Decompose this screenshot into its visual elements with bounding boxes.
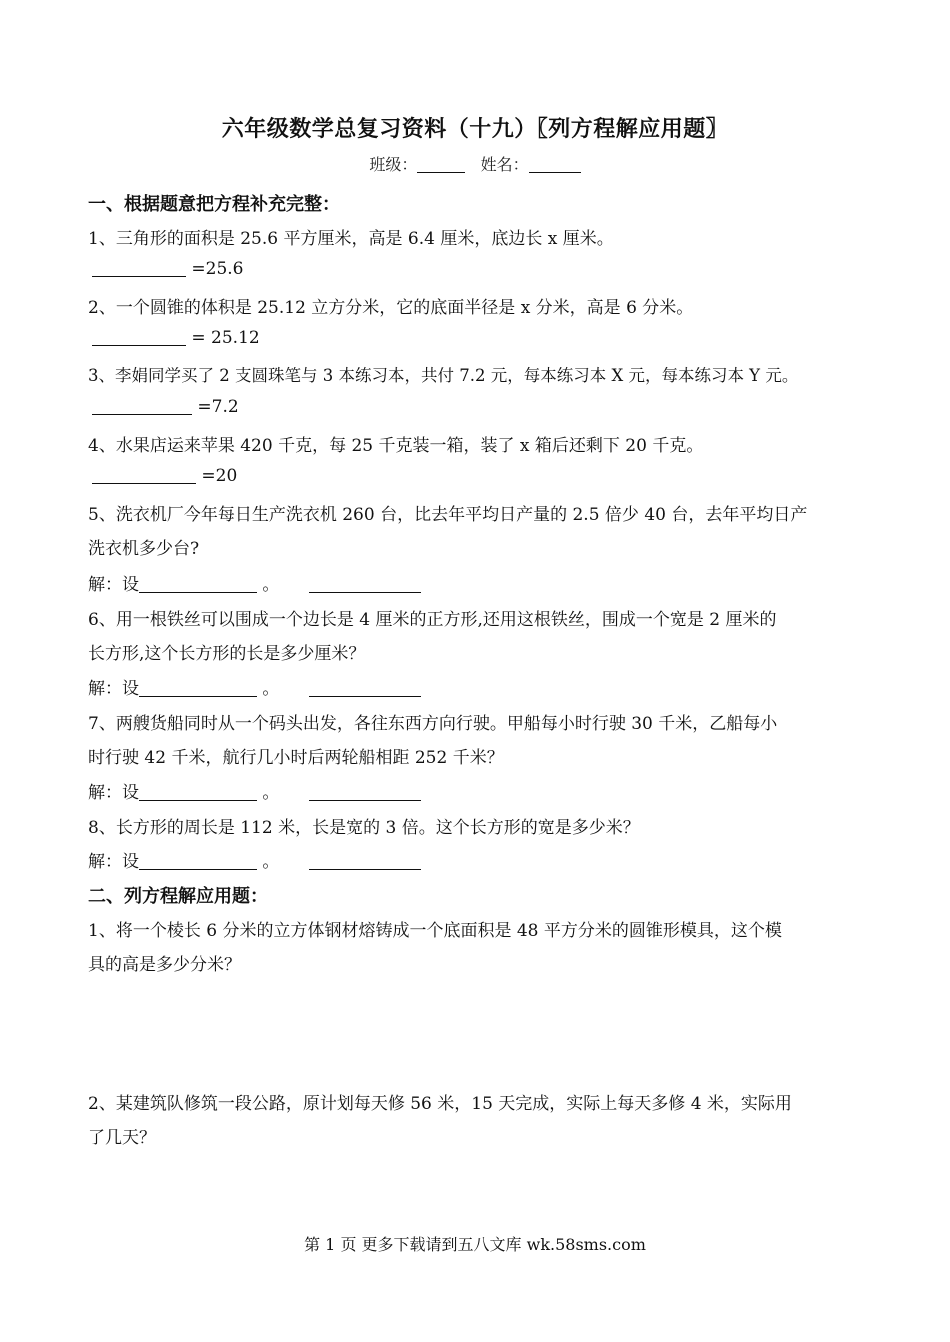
s1-q4-equation [92, 465, 882, 486]
s1-q3-blank[interactable] [92, 396, 192, 415]
s1-q3-equation [92, 396, 882, 417]
s1-q2-text: 2、一个圆锥的体积是 25.12 立方分米，它的底面半径是 x 分米，高是 6 分米。 [88, 298, 694, 318]
s1-q7-line1: 7、两艘货船同时从一个码头出发，各往东西方向行驶。甲船每小时行驶 30 千米，乙船每小 [88, 714, 778, 734]
section1-heading: 一、根据题意把方程补充完整： [88, 194, 340, 215]
name-label: 姓名： [480, 155, 529, 174]
answer-prefix: 解：设 [88, 575, 139, 595]
s1-q7-blank-eq[interactable] [309, 782, 421, 801]
class-label: 班级： [369, 155, 418, 174]
s1-q6-blank-let[interactable] [139, 678, 257, 697]
s1-q6-blank-eq[interactable] [309, 678, 421, 697]
s1-q7-answer: 解：设 。 [88, 778, 878, 803]
s1-q8-blank-let[interactable] [139, 851, 257, 870]
s1-q2-blank[interactable] [92, 327, 186, 346]
s1-q2-equation [92, 327, 882, 348]
s1-q2-tail: = 25.12 [186, 328, 260, 348]
s1-q3-tail: =7.2 [192, 397, 239, 417]
s1-q4-tail: =20 [196, 466, 238, 486]
s1-q5-blank-let[interactable] [139, 574, 257, 593]
s1-q4-blank[interactable] [92, 465, 196, 484]
page-footer: 第 1 页 更多下载请到五八文库 wk.58sms.com [304, 1235, 646, 1254]
s1-q5-line2: 洗衣机多少台? [88, 539, 200, 559]
s1-q1-tail: =25.6 [186, 259, 244, 279]
s1-q6-line1: 6、用一根铁丝可以围成一个边长是 4 厘米的正方形,还用这根铁丝，围成一个宽是 2 厘米的 [88, 610, 777, 630]
s1-q8-answer: 解：设 。 [88, 847, 878, 872]
s1-q3-text: 3、李娟同学买了 2 支圆珠笔与 3 本练习本，共付 7.2 元，每本练习本 X 元，每本练习本 Y 元。 [88, 366, 799, 385]
s1-q6-line2: 长方形,这个长方形的长是多少厘米？ [88, 644, 366, 664]
s1-q8-line1: 8、长方形的周长是 112 米，长是宽的 3 倍。这个长方形的宽是多少米？ [88, 818, 640, 838]
page-title: 六年级数学总复习资料（十九）〖列方程解应用题〗 [221, 116, 729, 142]
s1-q8-blank-eq[interactable] [309, 851, 421, 870]
s1-q1-blank[interactable] [92, 258, 186, 277]
s2-q2-answer-area[interactable] [88, 1158, 878, 1222]
s1-q1-equation [92, 258, 882, 279]
name-blank[interactable] [529, 154, 581, 173]
class-blank[interactable] [417, 154, 465, 173]
s1-q4-text: 4、水果店运来苹果 420 千克，每 25 千克装一箱，装了 x 箱后还剩下 20 千克。 [88, 436, 704, 456]
s2-q1-answer-area[interactable] [88, 985, 878, 1085]
s2-q1-line2: 具的高是多少分米？ [88, 955, 241, 975]
s1-q5-answer: 解：设 。 [88, 570, 878, 595]
s2-q2-line2: 了几天？ [88, 1128, 156, 1148]
s1-q5-line1: 5、洗衣机厂今年每日生产洗衣机 260 台，比去年平均日产量的 2.5 倍少 40 台，去年平均日产 [88, 505, 808, 525]
s1-q7-line2: 时行驶 42 千米，航行几小时后两轮船相距 252 千米？ [88, 748, 504, 768]
student-info [0, 152, 950, 175]
s2-q2-line1: 2、某建筑队修筑一段公路，原计划每天修 56 米，15 天完成，实际上每天多修 4 米，实际用 [88, 1094, 792, 1114]
s1-q5-blank-eq[interactable] [309, 574, 421, 593]
section2-heading: 二、列方程解应用题： [88, 886, 268, 907]
s1-q1-text: 1、三角形的面积是 25.6 平方厘米，高是 6.4 厘米，底边长 x 厘米。 [88, 229, 614, 249]
s1-q7-blank-let[interactable] [139, 782, 257, 801]
s1-q6-answer: 解：设 。 [88, 674, 878, 699]
s2-q1-line1: 1、将一个棱长 6 分米的立方体钢材熔铸成一个底面积是 48 平方分米的圆锥形模具，这个模 [88, 921, 782, 941]
